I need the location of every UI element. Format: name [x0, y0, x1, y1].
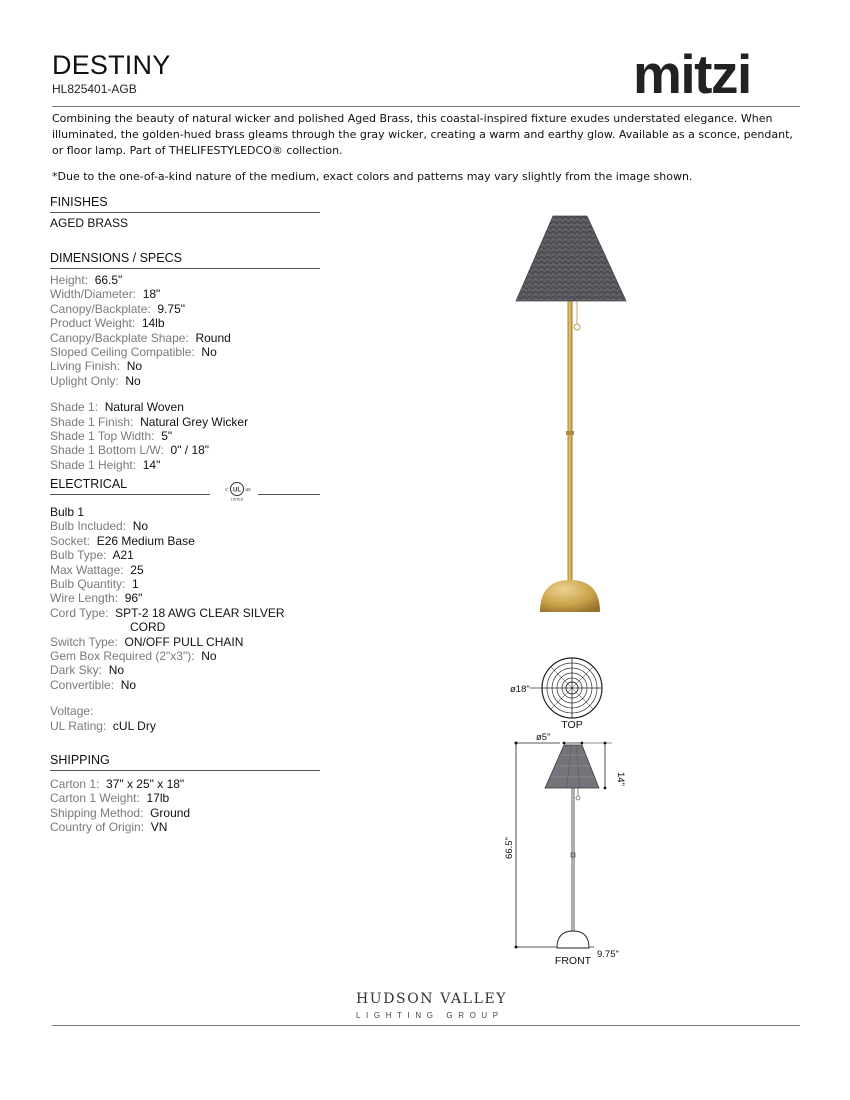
spec-value: No	[120, 677, 137, 692]
product-title: DESTINY	[52, 50, 171, 80]
spec-label: Shade 1 Top Width:	[50, 429, 155, 444]
spec-label: Socket:	[50, 533, 91, 548]
spec-label: Canopy/Backplate Shape:	[50, 330, 189, 345]
spec-label: Width/Diameter:	[50, 287, 137, 302]
spec-value: 37" x 25" x 18"	[106, 777, 185, 791]
svg-text:c: c	[225, 487, 228, 493]
dim-shade-height-label: 14"	[615, 772, 626, 786]
spec-value: A21	[112, 548, 134, 563]
spec-label: Switch Type:	[50, 634, 118, 649]
lamp-stem	[568, 300, 573, 590]
spec-value: No	[108, 663, 125, 678]
spec-value: 14lb	[141, 316, 165, 331]
spec-label: Bulb Quantity:	[50, 577, 126, 592]
bulb-title: Bulb 1	[50, 505, 85, 519]
spec-label: Height:	[50, 273, 89, 287]
top-view-label: TOP	[561, 719, 583, 731]
spec-value: No	[132, 519, 149, 534]
spec-value: 18"	[142, 287, 161, 302]
spec-value: Ground	[150, 805, 191, 820]
spec-label: Sloped Ceiling Compatible:	[50, 345, 195, 360]
front-view-drawing	[515, 742, 613, 949]
spec-label: Shade 1 Height:	[50, 457, 137, 472]
mitzi-logo: mitzi	[633, 43, 751, 105]
spec-value: No	[201, 345, 217, 360]
spec-value: 9.75"	[157, 301, 186, 316]
spec-label: Wire Length:	[50, 591, 119, 606]
spec-value: No	[201, 649, 217, 664]
electrical-heading: ELECTRICAL	[50, 477, 128, 491]
finish-value: AGED BRASS	[50, 216, 129, 230]
svg-text:UL: UL	[233, 487, 241, 494]
spec-value: 0" / 18"	[170, 443, 210, 458]
lamp-photo	[516, 216, 626, 612]
spec-value: ON/OFF PULL CHAIN	[124, 634, 244, 649]
spec-value: Natural Woven	[104, 400, 184, 415]
spec-label: UL Rating:	[50, 718, 107, 733]
svg-text:LISTED: LISTED	[230, 497, 244, 502]
product-description: Combining the beauty of natural wicker and polished Aged Brass, this coastal-inspired fixture exudes understated elegance. When illuminated, the golden-hued brass gleams through the gray wicker, creating a warm and earthy glow. Available as a sconce, pendant, or floor lamp. Part of THELIFESTYLEDCO® collection.	[52, 112, 793, 157]
dim-diameter-label: ø18"	[510, 684, 530, 695]
spec-value: 25	[130, 562, 144, 577]
pull-chain-ring	[574, 324, 580, 330]
spec-value: Round	[195, 330, 231, 345]
spec-label: Bulb Included:	[50, 519, 127, 534]
spec-label: Shade 1 Bottom L/W:	[50, 443, 164, 458]
spec-label: Cord Type:	[50, 605, 109, 620]
finishes-heading: FINISHES	[50, 195, 320, 213]
spec-label: Carton 1 Weight:	[50, 791, 140, 806]
dim-top-label: ø5"	[536, 732, 551, 743]
spec-label: Dark Sky:	[50, 663, 103, 678]
spec-value: 96"	[124, 591, 143, 606]
spec-value: 5"	[161, 429, 173, 444]
spec-value: 1	[132, 577, 139, 592]
spec-value: 14"	[142, 457, 161, 472]
stem-joint	[566, 431, 574, 435]
spec-label: Uplight Only:	[50, 373, 119, 388]
shipping-heading: SHIPPING	[50, 753, 320, 771]
front-view-label: FRONT	[554, 955, 592, 967]
spec-label: Max Wattage:	[50, 562, 124, 577]
dim-base-label: 9.75"	[597, 949, 619, 960]
wicker-shade	[516, 216, 626, 301]
spec-label: Shipping Method:	[50, 805, 144, 820]
spec-label: Canopy/Backplate:	[50, 301, 151, 316]
spec-value: No	[125, 373, 141, 388]
product-sku: HL825401-AGB	[52, 82, 137, 96]
spec-label: Shade 1:	[50, 400, 99, 415]
spec-value: No	[126, 359, 143, 374]
spec-label: Voltage:	[50, 704, 94, 719]
footer-divider	[52, 1025, 800, 1026]
hudson-valley-subtitle: LIGHTING GROUP	[356, 1011, 504, 1020]
spec-value: 17lb	[146, 791, 170, 806]
top-view-drawing	[530, 658, 602, 718]
spec-label: Gem Box Required (2"x3"):	[50, 649, 195, 664]
spec-value: VN	[150, 820, 168, 835]
spec-label: Product Weight:	[50, 316, 136, 331]
disclaimer: *Due to the one-of-a-kind nature of the medium, exact colors and patterns may vary slightly from the image shown.	[52, 170, 693, 183]
dimensions-heading: DIMENSIONS / SPECS	[50, 251, 320, 269]
spec-label: Carton 1:	[50, 777, 100, 791]
spec-value: SPT-2 18 AWG CLEAR SILVER	[115, 605, 285, 620]
spec-value-continued: CORD	[130, 620, 166, 635]
hudson-valley-logo: HUDSON VALLEY	[356, 991, 508, 1007]
svg-text:us: us	[245, 487, 251, 493]
spec-value: Natural Grey Wicker	[140, 414, 249, 429]
spec-label: Shade 1 Finish:	[50, 414, 134, 429]
lamp-base	[540, 580, 600, 612]
spec-label: Living Finish:	[50, 359, 121, 374]
spec-value: cUL Dry	[112, 718, 156, 733]
spec-value: 66.5"	[94, 273, 123, 287]
spec-value: E26 Medium Base	[96, 533, 195, 548]
spec-label: Country of Origin:	[50, 820, 145, 835]
spec-label: Convertible:	[50, 677, 115, 692]
dim-height-label: 66.5"	[504, 837, 515, 859]
spec-label: Bulb Type:	[50, 548, 107, 563]
